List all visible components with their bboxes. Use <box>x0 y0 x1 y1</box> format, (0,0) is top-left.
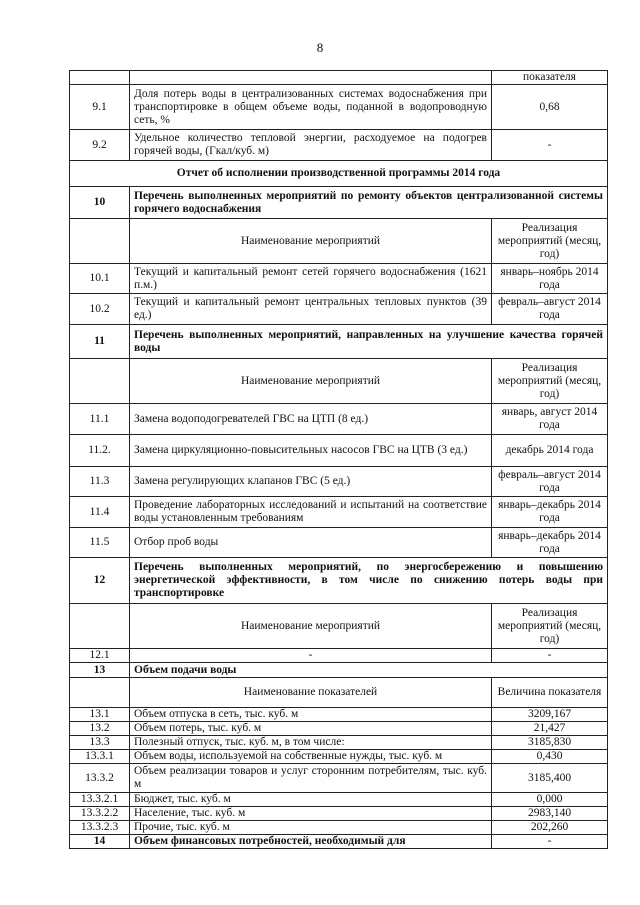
table-row <box>70 467 608 497</box>
table-row <box>70 807 608 821</box>
row-description: Объем отпуска в сеть, тыс. куб. м <box>130 708 492 722</box>
row-value: 2983,140 <box>492 807 608 821</box>
row-number: 13.1 <box>70 708 130 722</box>
row-description: Замена водоподогревателей ГВС на ЦТП (8 ед.) <box>130 404 492 435</box>
column-header-value: Реализация мероприятий (месяц, год) <box>492 604 608 649</box>
row-number: 12.1 <box>70 649 130 663</box>
row-description: Объем реализации товаров и услуг сторонним потребителям, тыс. куб. м <box>130 764 492 793</box>
table-row <box>70 264 608 294</box>
row-value: февраль–август 2014 года <box>492 467 608 497</box>
row-number: 10 <box>70 187 130 219</box>
row-value: 21,427 <box>492 722 608 736</box>
table-row <box>70 294 608 325</box>
row-number: 13.2 <box>70 722 130 736</box>
row-number: 11.1 <box>70 404 130 435</box>
row-number: 13.3.2.2 <box>70 807 130 821</box>
table-row <box>70 528 608 558</box>
page-number: 8 <box>316 40 324 55</box>
table-row <box>70 85 608 130</box>
section-title: Отчет об исполнении производственной программы 2014 года <box>70 161 608 187</box>
section-heading: Объем подачи воды <box>130 663 608 678</box>
row-number: 9.1 <box>70 85 130 130</box>
row-description: Объем потерь, тыс. куб. м <box>130 722 492 736</box>
row-value: 3185,830 <box>492 736 608 750</box>
row-number <box>70 359 130 404</box>
section-heading: Объем финансовых потребностей, необходимый для <box>130 835 492 849</box>
row-value: 202,260 <box>492 821 608 835</box>
row-number: 14 <box>70 835 130 849</box>
row-number <box>70 678 130 708</box>
row-number: 11.3 <box>70 467 130 497</box>
table-row <box>70 604 608 649</box>
row-description: Отбор проб воды <box>130 528 492 558</box>
row-number: 13 <box>70 663 130 678</box>
report-table <box>69 70 608 849</box>
column-header-value: Реализация мероприятий (месяц, год) <box>492 359 608 404</box>
row-number: 13.3.2.1 <box>70 793 130 807</box>
column-header-name: Наименование мероприятий <box>130 604 492 649</box>
row-description: Население, тыс. куб. м <box>130 807 492 821</box>
table-row <box>70 219 608 264</box>
table-row <box>70 161 608 187</box>
row-number: 9.2 <box>70 130 130 161</box>
table-row <box>70 835 608 849</box>
table-row <box>70 359 608 404</box>
row-number: 12 <box>70 558 130 604</box>
table-row <box>70 435 608 467</box>
row-description: Бюджет, тыс. куб. м <box>130 793 492 807</box>
row-value: 0,430 <box>492 750 608 764</box>
table-row <box>70 663 608 678</box>
table-row <box>70 130 608 161</box>
row-description <box>130 71 492 85</box>
row-description: Удельное количество тепловой энергии, расходуемое на подогрев горячей воды, (Гкал/куб. м) <box>130 130 492 161</box>
row-number: 11.5 <box>70 528 130 558</box>
row-value: - <box>492 130 608 161</box>
row-value: 3185,400 <box>492 764 608 793</box>
row-number <box>70 604 130 649</box>
section-heading: Перечень выполненных мероприятий, направленных на улучшение качества горячей воды <box>130 325 608 359</box>
table-row <box>70 558 608 604</box>
table-row <box>70 71 608 85</box>
row-value: февраль–август 2014 года <box>492 294 608 325</box>
row-description: Доля потерь воды в централизованных системах водоснабжения при транспортировке в общем объеме воды, поданной в водопроводную сеть, % <box>130 85 492 130</box>
row-number: 11.2. <box>70 435 130 467</box>
table-row <box>70 187 608 219</box>
table-row <box>70 678 608 708</box>
table-row <box>70 404 608 435</box>
row-description: Прочие, тыс. куб. м <box>130 821 492 835</box>
column-header-name: Наименование мероприятий <box>130 219 492 264</box>
row-value: январь, август 2014 года <box>492 404 608 435</box>
row-description: Полезный отпуск, тыс. куб. м, в том числе: <box>130 736 492 750</box>
section-heading: Перечень выполненных мероприятий по ремонту объектов централизованной системы горячего водоснабжения <box>130 187 608 219</box>
row-value: декабрь 2014 года <box>492 435 608 467</box>
row-value: январь–декабрь 2014 года <box>492 528 608 558</box>
row-description: Текущий и капитальный ремонт сетей горячего водоснабжения (1621 п.м.) <box>130 264 492 294</box>
table-row <box>70 736 608 750</box>
table-row <box>70 325 608 359</box>
row-number: 13.3.1 <box>70 750 130 764</box>
row-value: январь–декабрь 2014 года <box>492 497 608 528</box>
row-number: 13.3.2.3 <box>70 821 130 835</box>
indicator-value: - <box>492 835 608 849</box>
row-number: 10.1 <box>70 264 130 294</box>
row-value: - <box>492 649 608 663</box>
table-row <box>70 750 608 764</box>
table-row <box>70 708 608 722</box>
table-row <box>70 497 608 528</box>
row-number: 13.3 <box>70 736 130 750</box>
row-description: Текущий и капитальный ремонт центральных тепловых пунктов (39 ед.) <box>130 294 492 325</box>
row-number: 13.3.2 <box>70 764 130 793</box>
row-value: показателя <box>492 71 608 85</box>
table-row <box>70 722 608 736</box>
row-number <box>70 71 130 85</box>
row-value: 0,68 <box>492 85 608 130</box>
row-number: 10.2 <box>70 294 130 325</box>
section-heading: Перечень выполненных мероприятий, по энергосбережению и повышению энергетической эффективности, в том числе по снижению потерь воды при транспортировке <box>130 558 608 604</box>
row-description: Замена регулирующих клапанов ГВС (5 ед.) <box>130 467 492 497</box>
table-row <box>70 793 608 807</box>
column-header-value: Реализация мероприятий (месяц, год) <box>492 219 608 264</box>
table-row <box>70 764 608 793</box>
row-description: Проведение лабораторных исследований и испытаний на соответствие воды установленным требованиям <box>130 497 492 528</box>
row-value: январь–ноябрь 2014 года <box>492 264 608 294</box>
row-number <box>70 219 130 264</box>
column-header-name: Наименование показателей <box>130 678 492 708</box>
row-value: 3209,167 <box>492 708 608 722</box>
column-header-value: Величина показателя <box>492 678 608 708</box>
table-row <box>70 821 608 835</box>
table-row <box>70 649 608 663</box>
row-value: 0,000 <box>492 793 608 807</box>
row-description: - <box>130 649 492 663</box>
column-header-name: Наименование мероприятий <box>130 359 492 404</box>
row-description: Объем воды, используемой на собственные нужды, тыс. куб. м <box>130 750 492 764</box>
row-number: 11.4 <box>70 497 130 528</box>
row-number: 11 <box>70 325 130 359</box>
row-description: Замена циркуляционно-повысительных насосов ГВС на ЦТВ (3 ед.) <box>130 435 492 467</box>
